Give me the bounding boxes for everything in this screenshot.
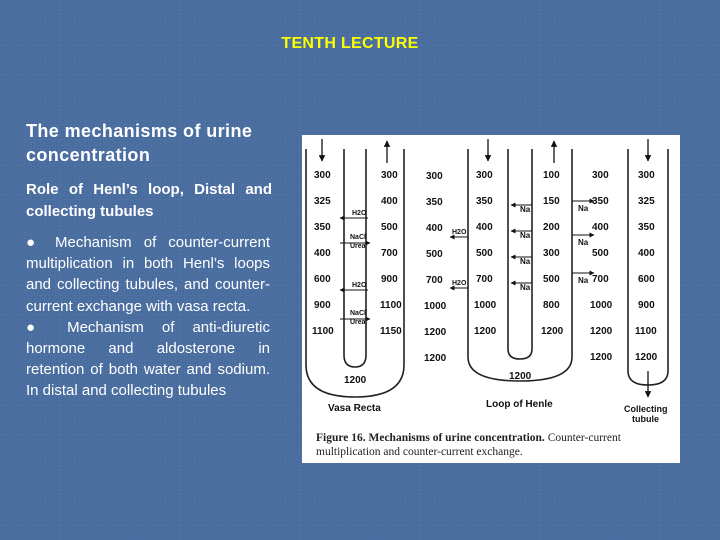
collecting-tubule-value: 400 xyxy=(638,248,655,259)
figure-caption-title: Figure 16. Mechanisms of urine concentration. xyxy=(316,432,545,444)
vasa-recta-right-value: 1100 xyxy=(380,300,402,311)
h2o-label: H2O xyxy=(452,229,467,236)
interstitium-value: 400 xyxy=(426,223,443,234)
loop-of-henle-inner xyxy=(508,149,532,359)
subheading: Role of Henl’s loop, Distal and collecting tubules xyxy=(26,181,272,220)
loop-descending-value: 1200 xyxy=(474,326,497,337)
vasa-recta-left-value: 300 xyxy=(314,170,331,181)
figure-diagram xyxy=(302,135,680,431)
loop-of-henle-label: Loop of Henle xyxy=(486,399,553,410)
loop-ascending-value: 300 xyxy=(543,248,560,259)
loop-ascending-value: 1200 xyxy=(541,326,564,337)
nacl-label: NaCl xyxy=(350,234,366,241)
outer-interstitium-value: 700 xyxy=(592,274,609,285)
na-label: Na xyxy=(520,283,531,292)
loop-descending-value: 300 xyxy=(476,170,493,181)
urine-concentration-figure xyxy=(302,135,680,463)
h2o-label: H2O xyxy=(452,280,467,287)
loop-ascending-value: 500 xyxy=(543,274,560,285)
vasa-recta-left-value: 900 xyxy=(314,300,331,311)
collecting-tubule-value: 600 xyxy=(638,274,655,285)
outer-interstitium-value: 400 xyxy=(592,222,609,233)
loop-descending-value: 400 xyxy=(476,222,493,233)
collecting-tubule-value: 900 xyxy=(638,300,655,311)
interstitium-value: 500 xyxy=(426,249,443,260)
na-label: Na xyxy=(520,257,531,266)
vasa-recta-bottom-value: 1200 xyxy=(344,375,367,386)
loop-bottom-value: 1200 xyxy=(509,371,532,382)
na-label: Na xyxy=(520,231,531,240)
h2o-label: H2O xyxy=(352,282,367,289)
vasa-recta-tube-inner xyxy=(344,149,366,367)
nacl-label: NaCl xyxy=(350,310,366,317)
interstitium-value: 1200 xyxy=(424,353,447,364)
vasa-recta-left-value: 600 xyxy=(314,274,331,285)
collecting-tubule-tube xyxy=(628,149,668,385)
vasa-recta-left-value: 325 xyxy=(314,196,331,207)
vasa-recta-label: Vasa Recta xyxy=(328,403,381,414)
urea-label: Urea xyxy=(350,319,366,326)
loop-descending-value: 500 xyxy=(476,248,493,259)
figure-caption xyxy=(316,431,676,459)
collecting-tubule-value: 1200 xyxy=(635,352,658,363)
vasa-recta-right-value: 500 xyxy=(381,222,398,233)
collecting-tubule-label: Collecting xyxy=(624,404,668,414)
interstitium-value: 350 xyxy=(426,197,443,208)
outer-interstitium-value: 300 xyxy=(592,170,609,181)
vasa-recta-left-value: 350 xyxy=(314,222,331,233)
vasa-recta-right-value: 700 xyxy=(381,248,398,259)
outer-interstitium-value: 500 xyxy=(592,248,609,259)
loop-ascending-value: 200 xyxy=(543,222,560,233)
collecting-tubule-value: 300 xyxy=(638,170,655,181)
collecting-tubule-value: 325 xyxy=(638,196,655,207)
collecting-tubule-label: tubule xyxy=(632,414,659,424)
vasa-recta-tube-outer xyxy=(306,149,404,397)
outer-interstitium-value: 350 xyxy=(592,196,609,207)
outer-interstitium-value: 1000 xyxy=(590,300,613,311)
bullet-item-counter-current: ● Mechanism of counter-current multiplication in both Henl’s loops and collecting tubules, and counter-current exchange with vasa recta. xyxy=(26,234,270,315)
na-label: Na xyxy=(520,205,531,214)
na-label: Na xyxy=(578,204,589,213)
interstitium-value: 700 xyxy=(426,275,443,286)
h2o-label: H2O xyxy=(352,210,367,217)
interstitium-value: 300 xyxy=(426,171,443,182)
loop-descending-value: 350 xyxy=(476,196,493,207)
na-label: Na xyxy=(578,238,589,247)
loop-descending-value: 1000 xyxy=(474,300,497,311)
main-heading: The mechanisms of urine concentration xyxy=(26,121,253,165)
collecting-tubule-value: 350 xyxy=(638,222,655,233)
vasa-recta-right-value: 1150 xyxy=(380,326,402,337)
outer-interstitium-value: 1200 xyxy=(590,326,613,337)
vasa-recta-right-value: 900 xyxy=(381,274,398,285)
loop-ascending-value: 150 xyxy=(543,196,560,207)
vasa-recta-right-value: 300 xyxy=(381,170,398,181)
loop-ascending-value: 800 xyxy=(543,300,560,311)
urea-label: Urea xyxy=(350,243,366,250)
slide-title: TENTH LECTURE xyxy=(281,35,419,52)
interstitium-value: 1000 xyxy=(424,301,447,312)
collecting-tubule-value: 1100 xyxy=(635,326,657,337)
vasa-recta-left-value: 1100 xyxy=(312,326,334,337)
bullet-item-adh-aldosterone: ● Mechanism of anti-diuretic hormone and aldosterone in retention of both water and sodium. In distal and collecting tubules xyxy=(26,318,270,400)
bullet-list xyxy=(26,232,270,402)
na-label: Na xyxy=(578,276,589,285)
loop-ascending-value: 100 xyxy=(543,170,560,181)
interstitium-value: 1200 xyxy=(424,327,447,338)
outer-interstitium-value: 1200 xyxy=(590,352,613,363)
vasa-recta-left-value: 400 xyxy=(314,248,331,259)
vasa-recta-right-value: 400 xyxy=(381,196,398,207)
figure-caption-text: Counter-current multiplication and counter-current exchange. xyxy=(316,432,621,458)
loop-descending-value: 700 xyxy=(476,274,493,285)
